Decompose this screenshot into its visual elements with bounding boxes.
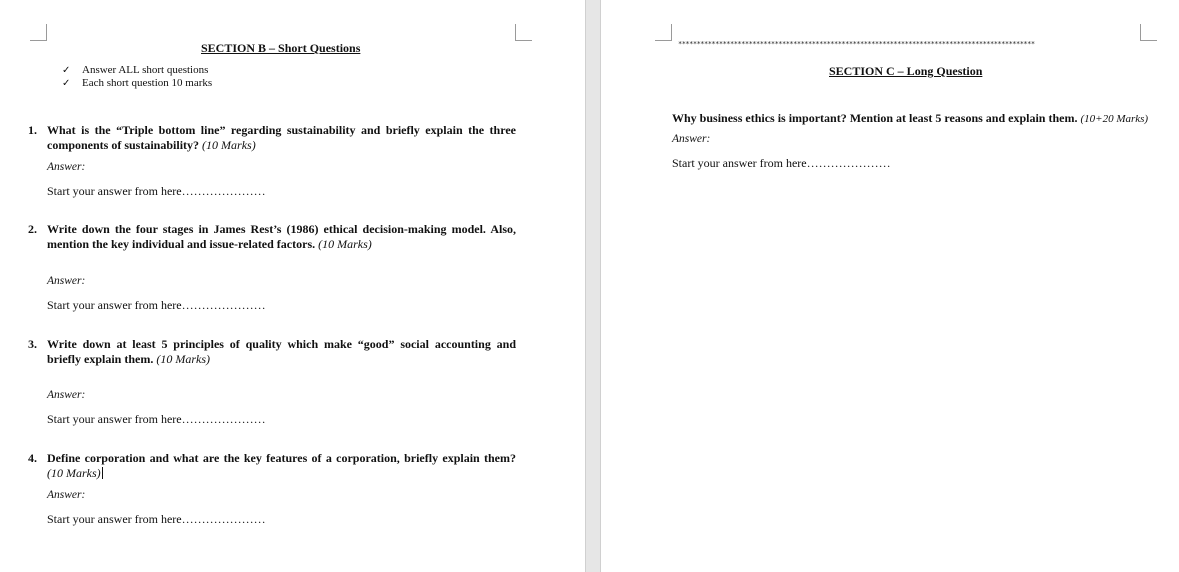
crop-mark-top-right: [1140, 24, 1157, 41]
question-marks: (10 Marks): [202, 138, 256, 152]
answer-label: Answer:: [47, 389, 86, 401]
text-cursor: [102, 467, 103, 479]
question-number: 2.: [28, 222, 37, 236]
answer-prompt[interactable]: Start your answer from here…………………: [672, 156, 891, 170]
answer-prompt[interactable]: Start your answer from here…………………: [47, 298, 266, 312]
question-marks: (10 Marks): [156, 352, 210, 366]
question-text: What is the “Triple bottom line” regarding sustainability and briefly explain the three components of sustainability?: [47, 123, 516, 152]
checkmark-icon: ✓: [62, 65, 71, 76]
answer-label: Answer:: [47, 489, 86, 501]
long-question[interactable]: [672, 111, 1148, 126]
document-page-left: [0, 0, 585, 572]
question-marks: (10 Marks): [47, 466, 101, 480]
instructions-list: [62, 64, 212, 90]
long-question-marks: (10+20 Marks): [1080, 113, 1149, 125]
question-text: Write down at least 5 principles of quality which make “good” social accounting and briefly explain them.: [47, 337, 516, 366]
question-text: Write down the four stages in James Rest’s (1986) ethical decision-making model. Also, mention the key individual and issue-related factors.: [47, 222, 516, 251]
crop-mark-top-right: [515, 24, 532, 41]
question-1[interactable]: [28, 123, 516, 153]
question-number: 4.: [28, 451, 37, 465]
question-text: Define corporation and what are the key features of a corporation, briefly explain them?: [47, 451, 516, 465]
question-number: 1.: [28, 123, 37, 137]
question-marks: (10 Marks): [318, 237, 372, 251]
instruction-item: [62, 64, 212, 77]
long-question-text: Why business ethics is important? Mention at least 5 reasons and explain them.: [672, 111, 1078, 125]
crop-mark-top-left: [30, 24, 47, 41]
page-gutter: [585, 0, 601, 572]
question-4[interactable]: [28, 451, 516, 481]
section-b-title: SECTION B – Short Questions: [201, 41, 361, 55]
answer-prompt[interactable]: Start your answer from here…………………: [47, 184, 266, 198]
checkmark-icon: ✓: [62, 78, 71, 89]
answer-label: Answer:: [47, 275, 86, 287]
answer-label: Answer:: [47, 161, 86, 173]
instruction-item: [62, 77, 212, 90]
section-c-title: SECTION C – Long Question: [829, 64, 983, 78]
crop-mark-top-left: [655, 24, 672, 41]
instruction-text: Each short question 10 marks: [82, 77, 213, 89]
question-2[interactable]: [28, 222, 516, 252]
instruction-text: Answer ALL short questions: [82, 64, 209, 76]
answer-prompt[interactable]: Start your answer from here…………………: [47, 512, 266, 526]
answer-prompt[interactable]: Start your answer from here…………………: [47, 412, 266, 426]
answer-label: Answer:: [672, 133, 711, 145]
asterisk-divider: ************************************************************************************************: [678, 40, 1035, 48]
question-3[interactable]: [28, 337, 516, 367]
document-page-right: [601, 0, 1179, 572]
question-number: 3.: [28, 337, 37, 351]
